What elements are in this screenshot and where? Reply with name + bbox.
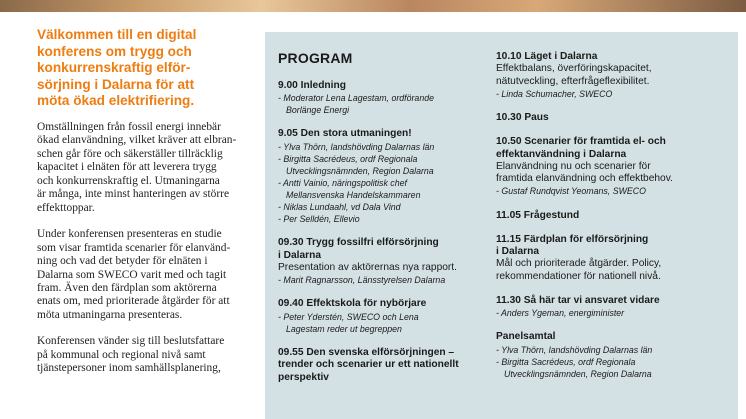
session-description: Effektbalans, överföringskapacitet,: [496, 63, 652, 75]
speaker-line: - Birgitta Sacrédeus, ordf Regionala: [278, 153, 418, 164]
program-session: [496, 51, 731, 100]
program-session: [496, 112, 731, 124]
program-column-1: [278, 50, 483, 396]
session-title: 10.50 Scenarier för framtida el- och: [496, 136, 666, 148]
headline-line: möta ökad elektrifiering.: [37, 93, 195, 109]
paragraph: [37, 121, 237, 215]
paragraph-line: Konferensen vänder sig till beslutsfattare: [37, 335, 225, 348]
session-title: Panelsamtal: [496, 331, 556, 343]
session-description: rekommendationer för nationell nivå.: [496, 270, 661, 282]
paragraph-line: möta utmaningarna presenteras.: [37, 308, 183, 321]
program-session: [278, 80, 483, 116]
paragraph-line: effekttoppar.: [37, 201, 95, 214]
speaker-line: - Moderator Lena Lagestam, ordförande: [278, 93, 434, 104]
speaker-line: Lagestam reder ut begreppen: [286, 323, 402, 334]
speaker-line: - Gustaf Rundqvist Yeomans, SWECO: [496, 186, 646, 197]
speaker-line: - Marit Ragnarsson, Länsstyrelsen Dalarna: [278, 275, 446, 286]
speaker-line: - Anders Ygeman, energiminister: [496, 308, 625, 319]
speaker-line: - Birgitta Sacrédeus, ordf Regionala: [496, 356, 636, 367]
paragraph-line: på kommunal och regional nivå samt: [37, 348, 206, 361]
headline-line: sörjning i Dalarna för att: [37, 76, 195, 92]
session-title: 09.40 Effektskola för nybörjare: [278, 298, 427, 310]
headline-line: Välkommen till en digital: [37, 27, 197, 42]
session-title: i Dalarna: [496, 246, 540, 258]
program-session: [278, 298, 483, 334]
paragraph-line: och konkurrenskraftig el. Utmaningarna: [37, 174, 220, 187]
program-session: [278, 128, 483, 225]
session-title: 11.30 Så här tar vi ansvaret vidare: [496, 295, 660, 307]
session-title: 10.30 Paus: [496, 111, 549, 123]
speaker-line: Utvecklingsnämnden, Region Dalarna: [504, 368, 652, 379]
session-description: Elanvändning nu och scenarier för: [496, 160, 651, 172]
session-title: trender och scenarier ur ett nationellt: [278, 359, 459, 371]
headline-line: konkurrenskraftig elför-: [37, 60, 191, 76]
session-title: 09.30 Trygg fossilfri elförsörjning: [278, 237, 439, 249]
program-session: [496, 234, 731, 283]
paragraph-line: som visar framtida scenarier för elanvänd-: [37, 241, 231, 254]
session-title: i Dalarna: [278, 249, 322, 261]
program-session: [496, 210, 731, 222]
speaker-line: - Linda Schumacher, SWECO: [496, 88, 613, 99]
header-photo: [0, 0, 746, 12]
speaker-line: - Antti Vainio, näringspolitisk chef: [278, 178, 407, 189]
program-session: [496, 295, 731, 319]
paragraph-line: kapacitet i elnäten för att leverera trygg: [37, 161, 217, 174]
session-description: Mål och prioriterade åtgärder. Policy,: [496, 258, 662, 270]
speaker-line: - Ylva Thörn, landshövding Dalarnas län: [278, 141, 435, 152]
paragraph-line: är många, inte minst hanteringen av större: [37, 188, 229, 201]
intro-column: [37, 27, 237, 389]
paragraph-line: Dalarna som SWECO varit med och tagit: [37, 268, 227, 281]
program-session: [496, 331, 731, 380]
paragraph-line: Omställningen från fossil energi innebär: [37, 120, 221, 133]
paragraph-line: enats om, med prioriterade åtgärder för att: [37, 295, 230, 308]
intro-text: [37, 121, 237, 376]
paragraph-line: Under konferensen presenteras en studie: [37, 228, 222, 241]
headline-line: konferens om trygg och: [37, 43, 192, 59]
speaker-line: - Ylva Thörn, landshövding Dalarnas län: [496, 344, 653, 355]
session-description: Presentation av aktörernas nya rapport.: [278, 262, 457, 274]
session-title: perspektiv: [278, 371, 329, 383]
session-description: framtida elanvändning och effektbehov.: [496, 173, 673, 185]
paragraph-line: schen går före och säkerställer tillräcklig: [37, 147, 223, 160]
program-session: [278, 237, 483, 286]
program-column-2: [496, 51, 731, 392]
speaker-line: Utvecklingsnämnden, Region Dalarna: [286, 165, 434, 176]
speaker-line: - Per Selldén, Ellevio: [278, 214, 360, 225]
paragraph: [37, 335, 237, 375]
paragraph-line: fram. Även den färdplan som aktörerna: [37, 281, 217, 294]
session-title: 11.05 Frågestund: [496, 209, 580, 221]
program-heading: PROGRAM: [278, 50, 353, 66]
program-session: [278, 347, 483, 384]
speaker-line: Borlänge Energi: [286, 105, 350, 116]
paragraph-line: ökad elanvändning, vilket kräver att elbran-: [37, 134, 237, 147]
paragraph-line: tjänstepersoner inom samhällsplanering,: [37, 362, 221, 375]
session-title: 11.15 Färdplan för elförsörjning: [496, 233, 649, 245]
speaker-line: - Niklas Lundaahl, vd Dala Vind: [278, 202, 401, 213]
page-headline: [37, 27, 237, 110]
paragraph-line: ning och vad det betyder för elnäten i: [37, 255, 208, 268]
session-description: nätutveckling, efterfrågeflexibilitet.: [496, 75, 650, 87]
speaker-line: - Peter Yderstén, SWECO och Lena: [278, 311, 419, 322]
speaker-line: Mellansvenska Handelskammaren: [286, 190, 421, 201]
session-title: 9.05 Den stora utmaningen!: [278, 128, 412, 140]
session-title: 9.00 Inledning: [278, 80, 346, 91]
program-session: [496, 136, 731, 197]
session-title: 09.55 Den svenska elförsörjningen –: [278, 346, 455, 358]
paragraph: [37, 228, 237, 322]
session-title: 10.10 Läget i Dalarna: [496, 51, 598, 62]
session-title: effektanvändning i Dalarna: [496, 148, 627, 160]
